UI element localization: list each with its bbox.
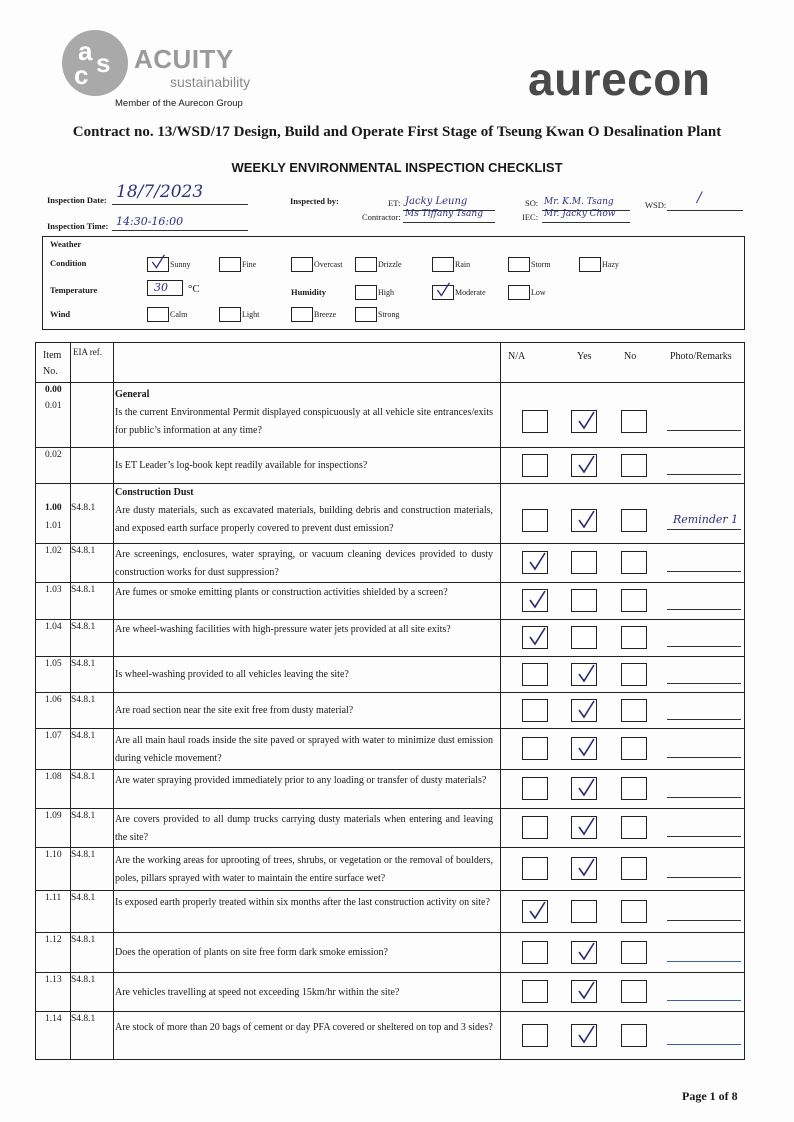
check-mark-icon [576, 815, 596, 839]
question-text: Are stock of more than 20 bags of cement or day PFA covered or sheltered on top and 3 sides? [115, 1022, 493, 1033]
temperature-value: 30 [154, 281, 168, 294]
question-text: Are dusty materials, such as excavated materials, building debris and construction materials, and exposed earth surface properly covered to prevent dust emission? [115, 505, 493, 534]
remarks-field[interactable] [667, 877, 741, 878]
question-cell [115, 772, 493, 790]
checkbox-yes[interactable] [571, 509, 597, 532]
eia-ref: S4.8.1 [71, 893, 96, 903]
check-mark-icon [576, 856, 596, 880]
table-row [35, 1011, 745, 1060]
col-header-na: N/A [508, 351, 526, 362]
checkbox-na[interactable] [522, 816, 548, 839]
checkbox-yes[interactable] [571, 777, 597, 800]
acuity-logo-tagline: sustainability [170, 74, 251, 90]
checkbox-na[interactable] [522, 737, 548, 760]
checkbox-na[interactable] [522, 626, 548, 649]
checkbox-yes[interactable] [571, 857, 597, 880]
checkbox-yes[interactable] [571, 454, 597, 477]
wind-option-label: Breeze [314, 310, 337, 319]
question-cell [115, 484, 493, 538]
checkbox-no[interactable] [621, 777, 647, 800]
humidity-option-label: High [378, 288, 394, 297]
checkbox-no[interactable] [621, 663, 647, 686]
item-number: 0.02 [45, 450, 62, 460]
iec-label: IEC: [522, 212, 539, 222]
condition-label: Condition [50, 258, 87, 268]
checkbox-na[interactable] [522, 589, 548, 612]
question-text: Does the operation of plants on site free form dark smoke emission? [115, 947, 388, 958]
wind-checkbox-calm[interactable] [147, 307, 169, 322]
inspection-time-label: Inspection Time: [47, 221, 109, 231]
eia-ref: S4.8.1 [71, 975, 96, 985]
table-row [35, 382, 745, 447]
question-text: Are wheel-washing facilities with high-pressure water jets provided at all site exits? [115, 624, 451, 635]
question-text: Is exposed earth properly treated within six months after the last construction activity on site? [115, 897, 490, 908]
checkbox-yes[interactable] [571, 626, 597, 649]
col-header-photo-remarks: Photo/Remarks [670, 351, 732, 362]
item-number: 1.11 [45, 893, 62, 903]
inspection-date-label: Inspection Date: [47, 195, 107, 205]
wind-label: Wind [50, 309, 71, 319]
remarks-field[interactable] [667, 609, 741, 610]
condition-option-label: Fine [242, 260, 257, 269]
check-mark-icon [150, 254, 166, 270]
item-number: 1.05 [45, 659, 62, 669]
condition-option-label: Hazy [602, 260, 619, 269]
table-top-rule [35, 342, 745, 343]
question-text: Is the current Environmental Permit displayed conspicuously at all vehicle site entrances/exits for public’s information at any time? [115, 407, 493, 436]
iec-value: Mr. Jacky Chow [544, 209, 616, 219]
checkbox-yes[interactable] [571, 663, 597, 686]
member-of-group: Member of the Aurecon Group [115, 98, 243, 109]
wind-option-label: Calm [170, 310, 188, 319]
question-text: Are the working areas for uprooting of trees, shrubs, or vegetation or the removal of boulders, poles, pillars sprayed with water to maintain the entire surface wet? [115, 855, 493, 884]
condition-checkbox-drizzle[interactable] [355, 257, 377, 272]
inspection-time-value: 14:30-16:00 [116, 215, 184, 228]
item-number: 1.08 [45, 772, 62, 782]
checkbox-no[interactable] [621, 410, 647, 433]
wsd-value: / [697, 190, 702, 206]
item-number: 1.06 [45, 695, 62, 705]
checkbox-na[interactable] [522, 777, 548, 800]
checkbox-na[interactable] [522, 509, 548, 532]
check-mark-icon [576, 736, 596, 760]
table-row [35, 692, 745, 728]
inspection-time-field[interactable] [112, 213, 248, 231]
wsd-field[interactable] [667, 190, 743, 211]
remarks-field[interactable] [667, 1000, 741, 1001]
temperature-label: Temperature [50, 285, 98, 295]
condition-checkbox-rain[interactable] [432, 257, 454, 272]
remarks-field[interactable] [667, 719, 741, 720]
wind-option-label: Strong [378, 310, 400, 319]
eia-ref: S4.8.1 [71, 659, 96, 669]
checkbox-no[interactable] [621, 857, 647, 880]
table-row [35, 483, 745, 543]
checkbox-no[interactable] [621, 941, 647, 964]
checkbox-na[interactable] [522, 1024, 548, 1047]
eia-ref: S4.8.1 [71, 546, 96, 556]
contractor-label: Contractor: [362, 212, 401, 222]
checkbox-yes[interactable] [571, 737, 597, 760]
item-number: 1.07 [45, 731, 62, 741]
humidity-checkbox-low[interactable] [508, 285, 530, 300]
question-cell [115, 621, 493, 639]
eia-ref: S4.8.1 [71, 585, 96, 595]
item-number: 1.10 [45, 850, 62, 860]
checkbox-no[interactable] [621, 454, 647, 477]
eia-ref: S4.8.1 [71, 850, 96, 860]
check-mark-icon [576, 776, 596, 800]
remarks-field[interactable] [667, 646, 741, 647]
contractor-value: Ms Tiffany Tsang [405, 209, 483, 219]
remarks-field[interactable] [667, 757, 741, 758]
condition-option-label: Storm [531, 260, 551, 269]
table-row [35, 543, 745, 582]
checkbox-yes[interactable] [571, 900, 597, 923]
question-text: Are vehicles travelling at speed not exceeding 15km/hr within the site? [115, 987, 400, 998]
checkbox-na[interactable] [522, 941, 548, 964]
question-cell [115, 984, 493, 1002]
checkbox-no[interactable] [621, 737, 647, 760]
eia-ref: S4.8.1 [71, 695, 96, 705]
checkbox-na[interactable] [522, 980, 548, 1003]
condition-checkbox-sunny[interactable] [147, 257, 169, 272]
table-row [35, 890, 745, 932]
checkbox-no[interactable] [621, 816, 647, 839]
table-row [35, 808, 745, 847]
condition-option-label: Overcast [314, 260, 343, 269]
question-cell [115, 944, 493, 962]
inspection-date-field[interactable] [112, 182, 248, 205]
check-mark-icon [576, 409, 596, 433]
check-mark-icon [527, 899, 547, 923]
check-mark-icon [576, 698, 596, 722]
table-row [35, 769, 745, 808]
remarks-value: Reminder 1 [673, 513, 739, 526]
document-title: WEEKLY ENVIRONMENTAL INSPECTION CHECKLIST [231, 160, 563, 175]
question-text: Are road section near the site exit free from dusty material? [115, 705, 354, 716]
eia-ref: S4.8.1 [71, 622, 96, 632]
temperature-field[interactable] [147, 280, 183, 296]
question-cell [115, 811, 493, 847]
et-label: ET: [388, 198, 401, 208]
remarks-field[interactable] [667, 797, 741, 798]
humidity-checkbox-moderate[interactable] [432, 285, 454, 300]
checkbox-na[interactable] [522, 410, 548, 433]
question-text: Is ET Leader’s log-book kept readily available for inspections? [115, 460, 368, 471]
question-cell [115, 732, 493, 768]
condition-checkbox-fine[interactable] [219, 257, 241, 272]
section-heading: General [115, 389, 150, 400]
wind-checkbox-light[interactable] [219, 307, 241, 322]
checkbox-na[interactable] [522, 663, 548, 686]
item-number: 1.01 [45, 521, 62, 531]
humidity-option-label: Moderate [455, 288, 486, 297]
item-number: 1.04 [45, 622, 62, 632]
check-mark-icon [435, 282, 451, 298]
so-value: Mr. K.M. Tsang [544, 197, 614, 207]
humidity-checkbox-high[interactable] [355, 285, 377, 300]
contractor-field[interactable] [403, 210, 495, 223]
wind-checkbox-strong[interactable] [355, 307, 377, 322]
iec-field[interactable] [542, 210, 630, 223]
table-row [35, 972, 745, 1011]
table-row [35, 582, 745, 619]
checkbox-no[interactable] [621, 589, 647, 612]
table-row [35, 728, 745, 769]
checkbox-yes[interactable] [571, 589, 597, 612]
condition-checkbox-storm[interactable] [508, 257, 530, 272]
check-mark-icon [576, 979, 596, 1003]
remarks-field[interactable] [667, 474, 741, 475]
question-text: Are all main haul roads inside the site paved or sprayed with water to minimize dust emission during vehicle movement? [115, 735, 493, 764]
question-cell [115, 666, 493, 684]
condition-option-label: Sunny [170, 260, 191, 269]
table-row [35, 447, 745, 483]
question-cell [115, 386, 493, 440]
weather-title: Weather [50, 239, 82, 249]
remarks-field[interactable] [667, 1044, 741, 1045]
acuity-logo-name: ACUITY [134, 44, 234, 74]
checkbox-no[interactable] [621, 551, 647, 574]
condition-option-label: Rain [455, 260, 471, 269]
wind-checkbox-breeze[interactable] [291, 307, 313, 322]
col-header-eia: EIA ref. [73, 347, 102, 357]
condition-checkbox-hazy[interactable] [579, 257, 601, 272]
et-value: Jacky Leung [405, 196, 468, 207]
checklist-table [35, 342, 745, 1060]
col-header-item: Item No. [43, 350, 62, 377]
page-number: Page 1 of 8 [682, 1089, 738, 1103]
humidity-option-label: Low [531, 288, 546, 297]
item-number: 1.13 [45, 975, 62, 985]
checkbox-no[interactable] [621, 626, 647, 649]
item-number: 0.00 [45, 385, 62, 395]
checkbox-no[interactable] [621, 699, 647, 722]
checkbox-yes[interactable] [571, 941, 597, 964]
checkbox-na[interactable] [522, 900, 548, 923]
weather-box [42, 236, 745, 330]
remarks-field[interactable] [667, 836, 741, 837]
checkbox-na[interactable] [522, 454, 548, 477]
remarks-field[interactable] [667, 529, 741, 530]
remarks-field[interactable] [667, 961, 741, 962]
table-row [35, 619, 745, 656]
check-mark-icon [527, 550, 547, 574]
eia-ref: S4.8.1 [71, 811, 96, 821]
question-text: Are screenings, enclosures, water spraying, or vacuum cleaning devices provided to dusty construction works for dust suppression? [115, 549, 493, 578]
remarks-field[interactable] [667, 920, 741, 921]
eia-ref: S4.8.1 [71, 503, 96, 513]
check-mark-icon [527, 625, 547, 649]
contract-heading: Contract no. 13/WSD/17 Design, Build and Operate First Stage of Tseung Kwan O Desalination Plant [72, 124, 722, 140]
checkbox-yes[interactable] [571, 410, 597, 433]
item-number: 1.03 [45, 585, 62, 595]
checkbox-yes[interactable] [571, 699, 597, 722]
question-text: Are covers provided to all dump trucks carrying dusty materials when entering and leaving the site? [115, 814, 493, 843]
wsd-label: WSD: [645, 200, 667, 210]
item-number: 0.01 [45, 401, 62, 411]
check-mark-icon [576, 662, 596, 686]
checkbox-yes[interactable] [571, 816, 597, 839]
checkbox-no[interactable] [621, 980, 647, 1003]
check-mark-icon [576, 1023, 596, 1047]
question-cell [115, 457, 493, 475]
question-cell [115, 894, 493, 912]
humidity-label: Humidity [291, 287, 326, 297]
item-number: 1.00 [45, 503, 62, 513]
eia-ref: S4.8.1 [71, 935, 96, 945]
checkbox-yes[interactable] [571, 980, 597, 1003]
check-mark-icon [576, 940, 596, 964]
question-text: Is wheel-washing provided to all vehicles leaving the site? [115, 669, 349, 680]
question-cell [115, 852, 493, 888]
condition-checkbox-overcast[interactable] [291, 257, 313, 272]
so-label: SO: [525, 198, 539, 208]
remarks-field[interactable] [667, 683, 741, 684]
checkbox-yes[interactable] [571, 1024, 597, 1047]
check-mark-icon [576, 453, 596, 477]
temperature-unit: °C [188, 283, 200, 295]
acuity-logo-icon: a s c [62, 30, 128, 96]
check-mark-icon [527, 588, 547, 612]
inspection-date-value: 18/7/2023 [116, 182, 204, 202]
remarks-field[interactable] [667, 571, 741, 572]
checkbox-yes[interactable] [571, 551, 597, 574]
eia-ref: S4.8.1 [71, 731, 96, 741]
checkbox-no[interactable] [621, 900, 647, 923]
inspected-by-label: Inspected by: [290, 196, 339, 206]
item-number: 1.02 [45, 546, 62, 556]
aurecon-logo: aurecon [528, 53, 711, 105]
item-number: 1.14 [45, 1014, 62, 1024]
item-number: 1.09 [45, 811, 62, 821]
table-row [35, 847, 745, 890]
question-cell [115, 546, 493, 582]
checkbox-no[interactable] [621, 509, 647, 532]
question-text: Are fumes or smoke emitting plants or construction activities shielded by a screen? [115, 587, 448, 598]
col-header-no: No [624, 351, 637, 362]
eia-ref: S4.8.1 [71, 772, 96, 782]
checkbox-na[interactable] [522, 857, 548, 880]
eia-ref: S4.8.1 [71, 1014, 96, 1024]
question-cell [115, 702, 493, 720]
question-cell [115, 1019, 493, 1037]
checkbox-na[interactable] [522, 551, 548, 574]
item-number: 1.12 [45, 935, 62, 945]
checkbox-no[interactable] [621, 1024, 647, 1047]
col-header-yes: Yes [577, 351, 592, 362]
question-cell [115, 584, 493, 602]
check-mark-icon [576, 508, 596, 532]
condition-option-label: Drizzle [378, 260, 402, 269]
section-heading: Construction Dust [115, 487, 194, 498]
checkbox-na[interactable] [522, 699, 548, 722]
table-row [35, 656, 745, 692]
remarks-field[interactable] [667, 430, 741, 431]
wind-option-label: Light [242, 310, 260, 319]
table-row [35, 932, 745, 972]
question-text: Are water spraying provided immediately prior to any loading or transfer of dusty materials? [115, 775, 487, 786]
